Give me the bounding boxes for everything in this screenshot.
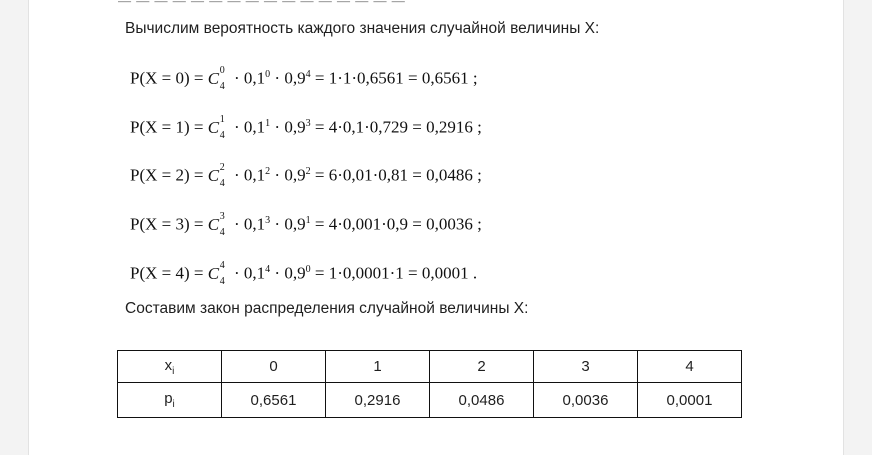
equation-x1: P(X = 1) = C 1 4 · $0,1^1 \cdot 0,9^3 = 4\cdot 0,1\cdot 0,729 = 0,2916$ ; — [130, 113, 482, 141]
combination-symbol: C 3 4 — [207, 210, 225, 238]
eq-lhs: P(X = 3) — [130, 214, 190, 234]
table-cell: 2 — [430, 351, 534, 383]
table-row-x — [118, 351, 742, 383]
cropped-text-line — [118, 0, 438, 4]
eq-lhs: P(X = 0) — [130, 68, 190, 88]
eq-result: 0,6561 — [421, 68, 469, 88]
table-cell: 1 — [326, 351, 430, 383]
eq-result: 0,2916 — [426, 117, 473, 137]
combination-symbol: C 0 4 — [207, 64, 225, 92]
equation-x3: P(X = 3) = C 3 4 · $0,1^3 \cdot 0,9^1 = 4\cdot 0,001\cdot 0,9 = 0,0036$ ; — [130, 210, 482, 238]
table-cell: 0,2916 — [326, 383, 430, 418]
table-cell: 4 — [638, 351, 742, 383]
combination-symbol: C 4 4 — [207, 259, 225, 287]
equation-x4: P(X = 4) = C 4 4 · $0,1^4 \cdot 0,9^0 = 1\cdot 0,0001\cdot 1 = 0,0001$ . — [130, 259, 478, 287]
combination-symbol: C 2 4 — [207, 161, 225, 189]
combination-symbol: C 1 4 — [207, 113, 225, 141]
table-cell: 0 — [222, 351, 326, 383]
eq-lhs: P(X = 4) — [130, 263, 190, 283]
distribution-table — [117, 350, 742, 418]
eq-result: 0,0036 — [426, 214, 473, 234]
table-cell: 0,6561 — [222, 383, 326, 418]
law-paragraph: Составим закон распределения случайной величины X: — [125, 300, 529, 317]
eq-lhs: P(X = 2) — [130, 165, 190, 185]
table-cell: 0,0001 — [638, 383, 742, 418]
table-header-cell: $x_i$ — [118, 351, 222, 383]
intro-paragraph: Вычислим вероятность каждого значения случайной величины X: — [125, 20, 600, 37]
equation-x2: P(X = 2) = C 2 4 · $0,1^2 \cdot 0,9^2 = 6\cdot 0,01\cdot 0,81 = 0,0486$ ; — [130, 161, 482, 189]
table-cell: 0,0036 — [534, 383, 638, 418]
eq-result: 0,0486 — [426, 165, 473, 185]
table-cell: 0,0486 — [430, 383, 534, 418]
table-header-cell: $p_i$ — [118, 383, 222, 418]
eq-lhs: P(X = 1) — [130, 117, 190, 137]
equation-x0: P(X = 0) = C 0 4 · $0,1^0 \cdot 0,9^4 = 1\cdot 1\cdot 0,6561 = 0,6561$ ; — [130, 64, 478, 92]
table-row-p — [118, 383, 742, 418]
table-cell: 3 — [534, 351, 638, 383]
eq-result: 0,0001 — [421, 263, 469, 283]
